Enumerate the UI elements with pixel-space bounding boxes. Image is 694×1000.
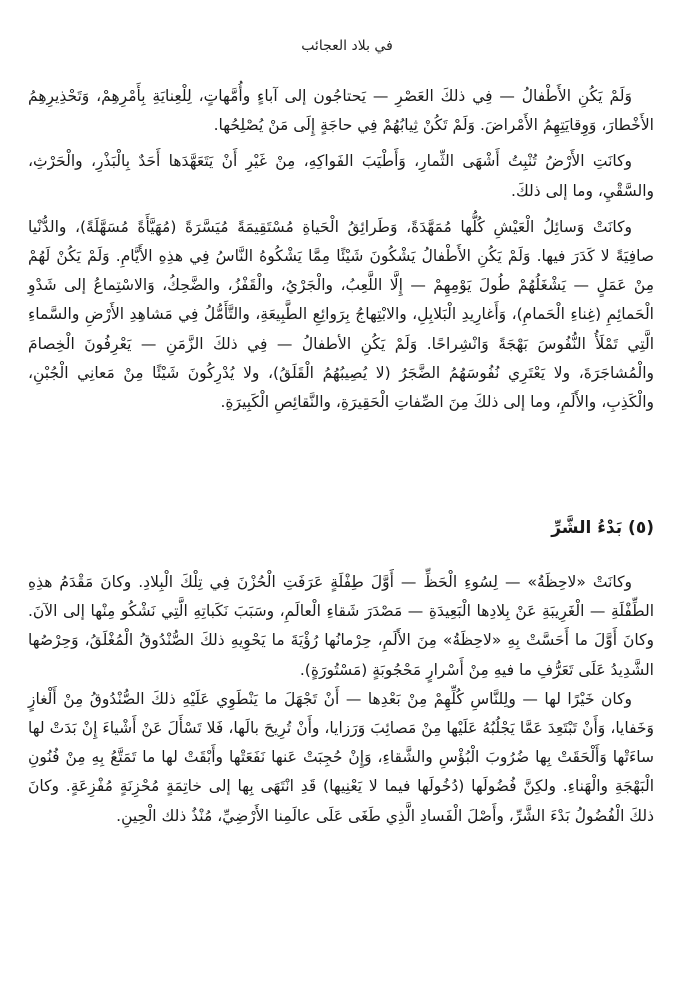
paragraph: وكانَتْ «لاحِظَةُ» — لِسُوءِ الْحَظِّ — أَوَّلَ طِفْلَةٍ عَرَفَتِ الْحُزْنَ فِي تِلْكَ الْبِلادِ. وكانَ مَقْدَمُ هذِهِ الطِّفْلَةِ — الْغَرِيبَةِ عَنْ بِلادِها الْبَعِيدَةِ — مَصْدَرَ شَقاءِ الْعالَمِ، وسَبَبَ نَكَباتِهِ الَّتِي نَشْكُو مِنْها إلى الآنَ. وكانَ أَوَّلَ ما أَحَسَّتْ بِهِ «لاحِظَةُ» مِنَ الأَلَمِ، حِرْمانُها رُؤْيَةَ ما يَحْوِيهِ ذلكَ الصُّنْدُوقُ الْمُغْلَقُ، وَحِرْصُها الشَّدِيدُ عَلَى تَعَرُّفِ ما فيهِ مِنْ أَسْرارٍ مَحْجُوبَةٍ (مَسْتُورَةٍ).	[28, 573, 654, 679]
body-text-bottom	[28, 568, 654, 831]
paragraph: وكانَتِ الأَرْضُ تُنْبِتُ أَشْهَى الثِّمارِ، وَأَطْيَبَ الفَواكِهِ، مِنْ غَيْرِ أَنْ يَتَعَهَّدَها أَحَدٌ بِالْبَذْرِ، والْحَرْثِ، والسَّقْيِ، وما إلى ذلكَ.	[28, 152, 654, 200]
paragraph: وكان خَيْرًا لها — ولِلنَّاسِ كُلِّهِمْ مِنْ بَعْدِها — أَنْ تَجْهَلَ ما يَنْطَوِي عَلَيْهِ ذلكَ الصُّنْدُوقُ مِنْ أَلْغازٍ وَخَفايا، وَأَنْ تَبْتَعِدَ عَمَّا يَجْلُبُهُ عَلَيْها مِنْ مَصائِبَ وَرَزايا، وأَنْ تُرِيحَ بالَها، فَلا تَسْأَلَ عَنْ أَشْياءَ إِنْ بَدَتْ لها ساءَتْها وَأَلْحَقَتْ بِها ضُرُوبَ الْبُؤْسِ والشَّقاءِ، وَإِنْ حُجِبَتْ عَنها نَفَعَتْها وأَبْقَتْ لها ما تَمَتَّعُ بِهِ مِنْ فُنُونِ الْبَهْجَةِ والْهَناءِ. ولكِنَّ فُضُولَها (دُخُولَها فيما لا يَعْنِيها) قَدِ انْتَهَى بِها إلى خاتِمَةٍ مُحْزِنَةٍ مُفْزِعَةٍ. وكانَ ذلكَ الْفُضُولُ بَدْءَ الشَّرِّ، وأَصْلَ الْفَسادِ الَّذِي طَغَى عَلَى عالَمِنا الأَرْضِيِّ، مُنْذُ ذلك الْحِينِ.	[28, 689, 654, 825]
running-header: في بلاد العجائب	[301, 38, 393, 54]
paragraph: وَلَمْ يَكُنِ الأَطْفالُ — فِي ذلكَ العَصْرِ — يَحتاجُون إلى آباءٍ وأُمَّهاتٍ، لِلْعِنايَةِ بِأَمْرِهِمْ، وَتَحْذِيرِهِمُ الأَخْطارَ، وَوِقايَتِهِمُ الأَمْراضَ. وَلَمْ تَكُنْ ثِيابُهُمْ فِي حاجَةٍ إِلَى مَنْ يُصْلِحُها.	[28, 87, 654, 135]
body-text-top	[28, 82, 654, 424]
section-heading: (٥) بَدْءُ الشَّرِّ	[551, 518, 654, 538]
paragraph: وكانَتْ وَسائِلُ الْعَيْشِ كُلُّها مُمَهَّدَةً، وَطَرائِقُ الْحَياةِ مُسْتَقِيمَةً مُيَسَّرَةً (مُهَيَّأَةً مُسَهَّلَةً)، والدُّنْيا صافِيَةً لا كَدَرَ فيها. وَلَمْ يَكُنِ الأَطْفالُ يَشْكُونَ شَيْئًا مِمَّا يَشْكُوهُ النَّاسُ فِي هذِهِ الأَيَّامِ. وَلَمْ يَكُنْ لَهُمْ مِنْ عَمَلٍ — يَشْغَلُهُمْ طُولَ يَوْمِهِمْ — إِلَّا اللَّعِبُ، والْجَرْيُ، والْقَفْزُ، والضَّحِكُ، وَالاسْتِماعُ إلى شَدْوِ الْحَمائِمِ (غِناءِ الْحَمامِ)، وَأَغارِيدِ الْبَلابِلِ، والابْتِهاجُ بِرَوائِعِ الطَّبِيعَةِ، والتَّأَمُّلُ فِي مَشاهِدِ الأَرْضِ والسَّماءِ الَّتِي تَمْلَأُ النُّفُوسَ بَهْجَةً وَانْشِراحًا. وَلَمْ يَكُنِ الأطفالُ — فِي ذلكَ الزَّمَنِ — يَعْرِفُونَ الْخِصامَ والْمُشاجَرَةَ، ولا يَعْتَرِي نُفُوسَهُمُ الضَّجَرُ (لا يُصِيبُهُمُ الْقَلَقُ)، ولا يُدْرِكُونَ شَيْئًا مِنْ مَعانِي الْجُبْنِ، والْكَذِبِ، والأَلَمِ، وما إلى ذلكَ مِنَ الصِّفاتِ الْحَقِيرَةِ، والنَّقائِصِ الْكَبِيرَةِ.	[28, 217, 654, 412]
